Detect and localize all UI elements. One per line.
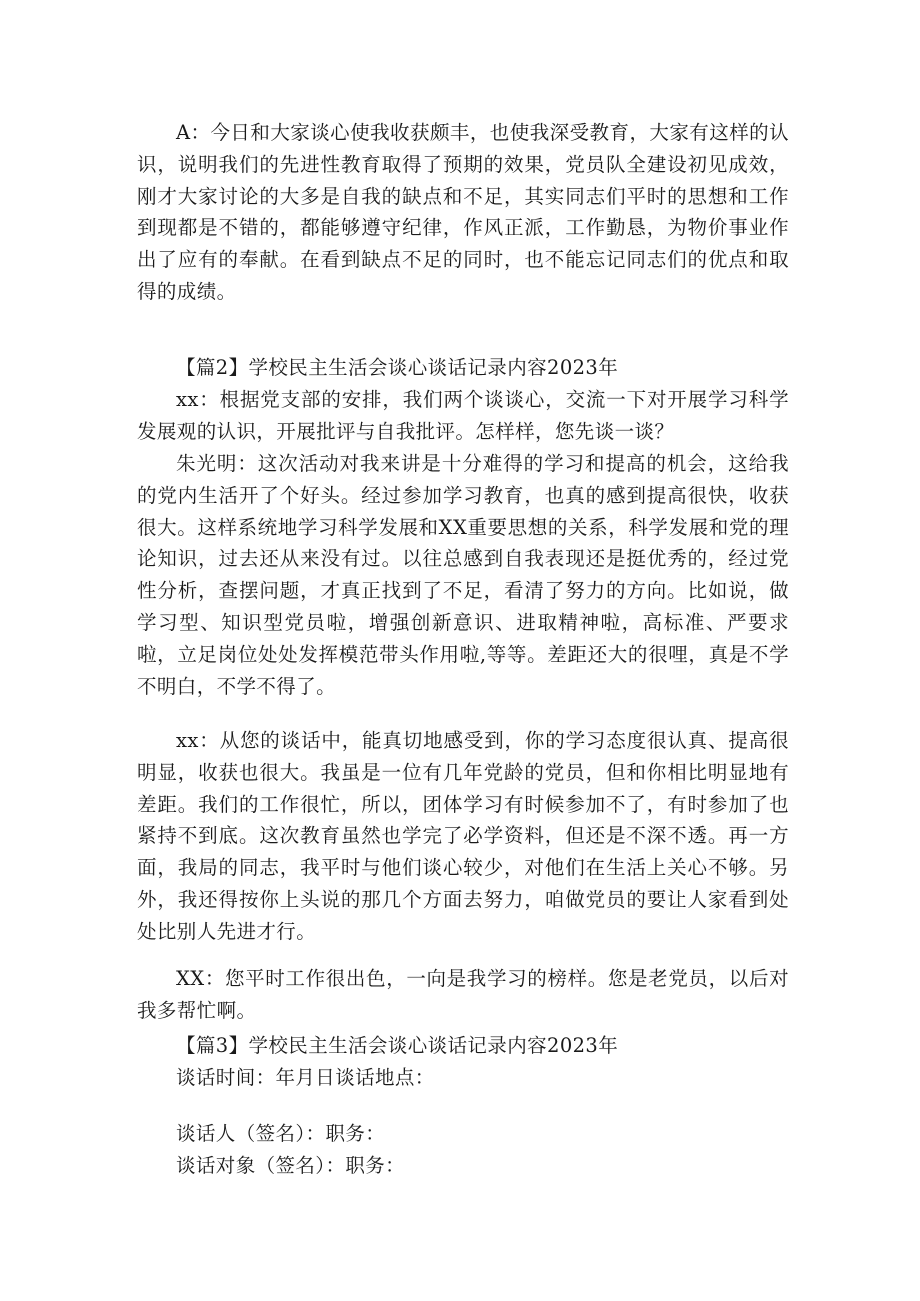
section-heading-3: 【篇3】学校民主生活会谈心谈话记录内容2023年 [176, 1034, 619, 1057]
talk-listener: 谈话对象（签名）：职务： [176, 1154, 406, 1177]
talk-time-place: 谈话时间：年月日谈话地点： [176, 1066, 435, 1089]
paragraph-zhu-guangming: 朱光明：这次活动对我来讲是十分难得的学习和提高的机会，这给我的党内生活开了个好头。经过参加学习教育，也真的感到提高很快，收获很大。这样系统地学习科学发展和XX重要思想的关系，科学发展和党的理论知识，过去还从来没有过。以往总感到自我表现还是挺优秀的，经过党性分析，查摆问题，才真正找到了不足，看清了努力的方向。比如说，做学习型、知识型党员啦，增强创新意识、进取精神啦，高标准、严要求啦，立足岗位处处发挥模范带头作用啦,等等。差距还大的很哩，真是不学不明白，不学不得了。 [137, 452, 789, 698]
paragraph-xx-2: xx：从您的谈话中，能真切地感受到，你的学习态度很认真、提高很明显，收获也很大。我虽是一位有几年党龄的党员，但和你相比明显地有差距。我们的工作很忙，所以，团体学习有时候参加不了，有时参加了也紧持不到底。这次教育虽然也学完了必学资料，但还是不深不透。再一方面，我局的同志，我平时与他们谈心较少，对他们在生活上关心不够。另外，我还得按你上头说的那几个方面去努力，咱做党员的要让人家看到处处比别人先进才行。 [137, 729, 789, 943]
section-heading-2: 【篇2】学校民主生活会谈心谈话记录内容2023年 [176, 356, 619, 379]
paragraph-xx-3: XX：您平时工作很出色，一向是我学习的榜样。您是老党员，以后对我多帮忙啊。 [137, 967, 789, 1022]
talk-speaker: 谈话人（签名）：职务： [176, 1122, 386, 1145]
paragraph-xx-1: xx：根据党支部的安排，我们两个谈谈心，交流一下对开展学习科学发展观的认识，开展批评与自我批评。怎样样，您先谈一谈？ [137, 388, 789, 443]
paragraph-a: A：今日和大家谈心使我收获颇丰，也使我深受教育，大家有这样的认识，说明我们的先进性教育取得了预期的效果，党员队全建设初见成效，刚才大家讨论的大多是自我的缺点和不足，其实同志们平时的思想和工作到现都是不错的，都能够遵守纪律，作风正派，工作勤恳，为物价事业作出了应有的奉献。在看到缺点不足的同时，也不能忘记同志们的优点和取得的成绩。 [137, 121, 789, 303]
